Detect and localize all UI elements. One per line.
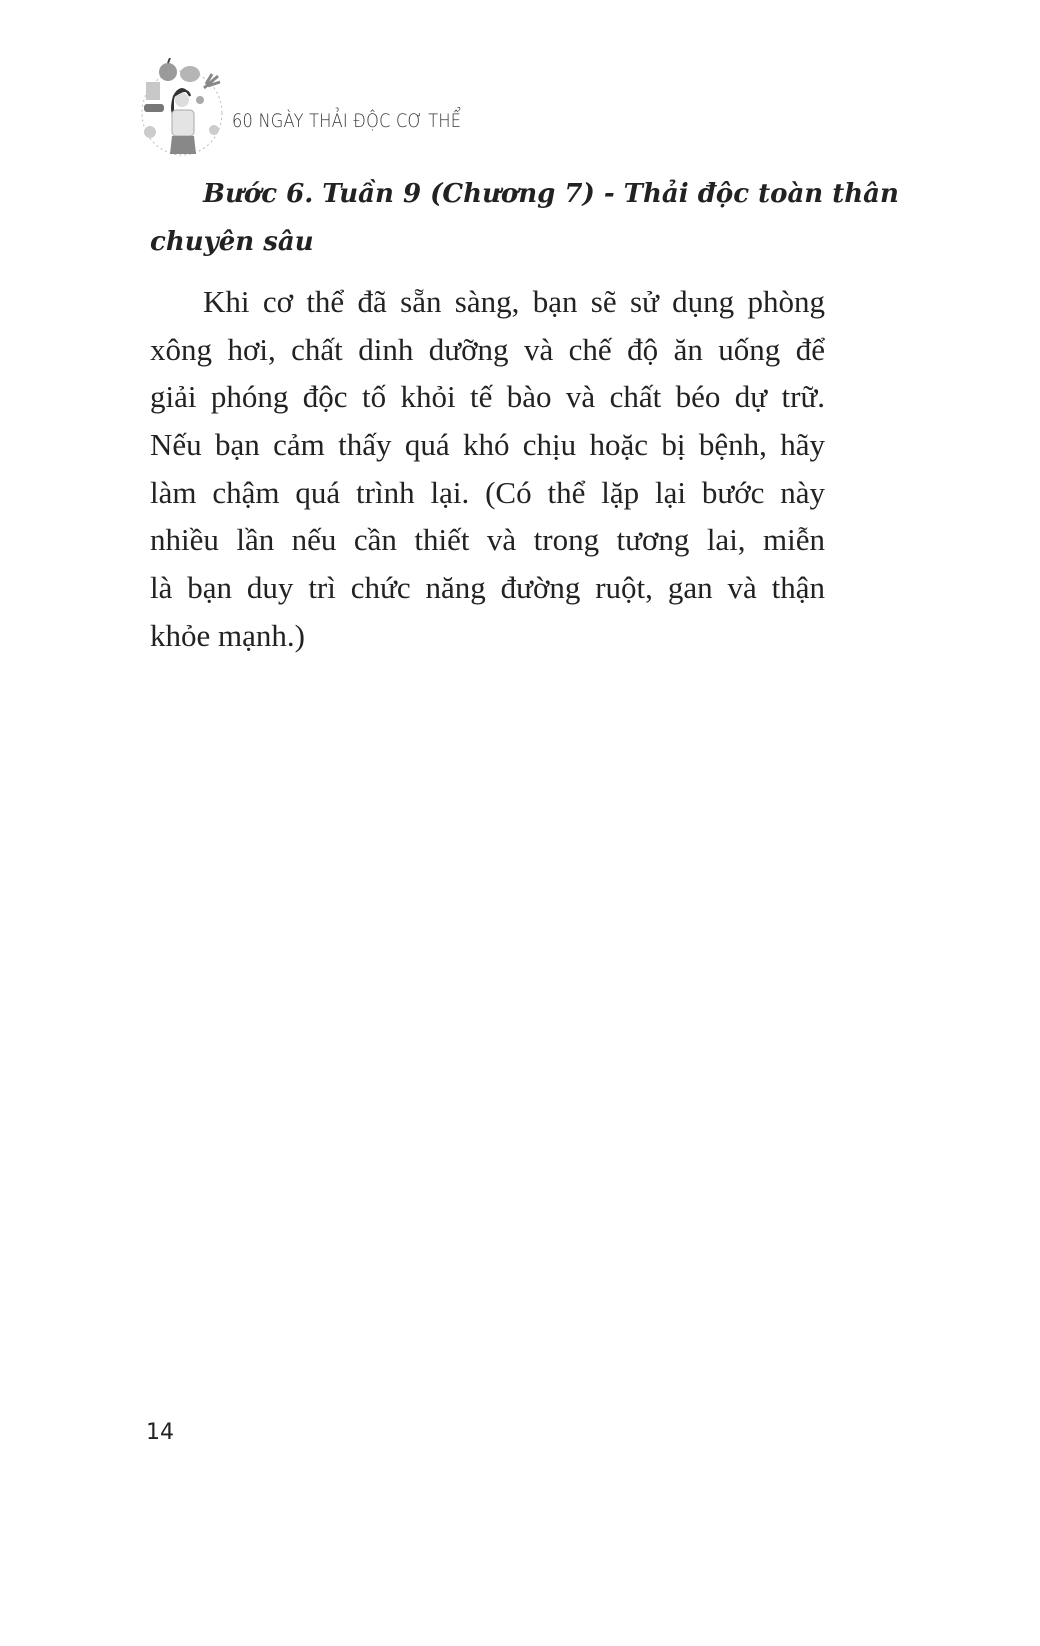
heading-line: chuyên sâu: [150, 227, 314, 257]
section-heading: [150, 170, 899, 266]
paragraph-line: làm chậm quá trình lại. (Có thể lặp lại bước này: [150, 474, 825, 510]
paragraph-line: khỏe mạnh.): [150, 617, 305, 653]
paragraph-line: Nếu bạn cảm thấy quá khó chịu hoặc bị bệnh, hãy: [150, 427, 825, 463]
running-header-title: 60 NGÀY THẢI ĐỘC CƠ THỂ: [232, 110, 462, 132]
page-number: 14: [146, 1420, 174, 1445]
paragraph-line: Khi cơ thể đã sẵn sàng, bạn sẽ sử dụng phòng: [203, 284, 825, 319]
paragraph-line: nhiều lần nếu cần thiết và trong tương lai, miễn: [150, 522, 825, 558]
paragraph-line: giải phóng độc tố khỏi tế bào và chất béo dự trữ.: [150, 379, 825, 415]
paragraph-line: là bạn duy trì chức năng đường ruột, gan và thận: [150, 570, 825, 606]
heading-line: Bước 6. Tuần 9 (Chương 7) - Thải độc toàn thân: [203, 179, 899, 209]
woman-with-fruits-vegetables-icon: [138, 58, 226, 158]
paragraph-line: xông hơi, chất dinh dưỡng và chế độ ăn uống để: [150, 331, 825, 367]
body-paragraph: [150, 278, 825, 660]
